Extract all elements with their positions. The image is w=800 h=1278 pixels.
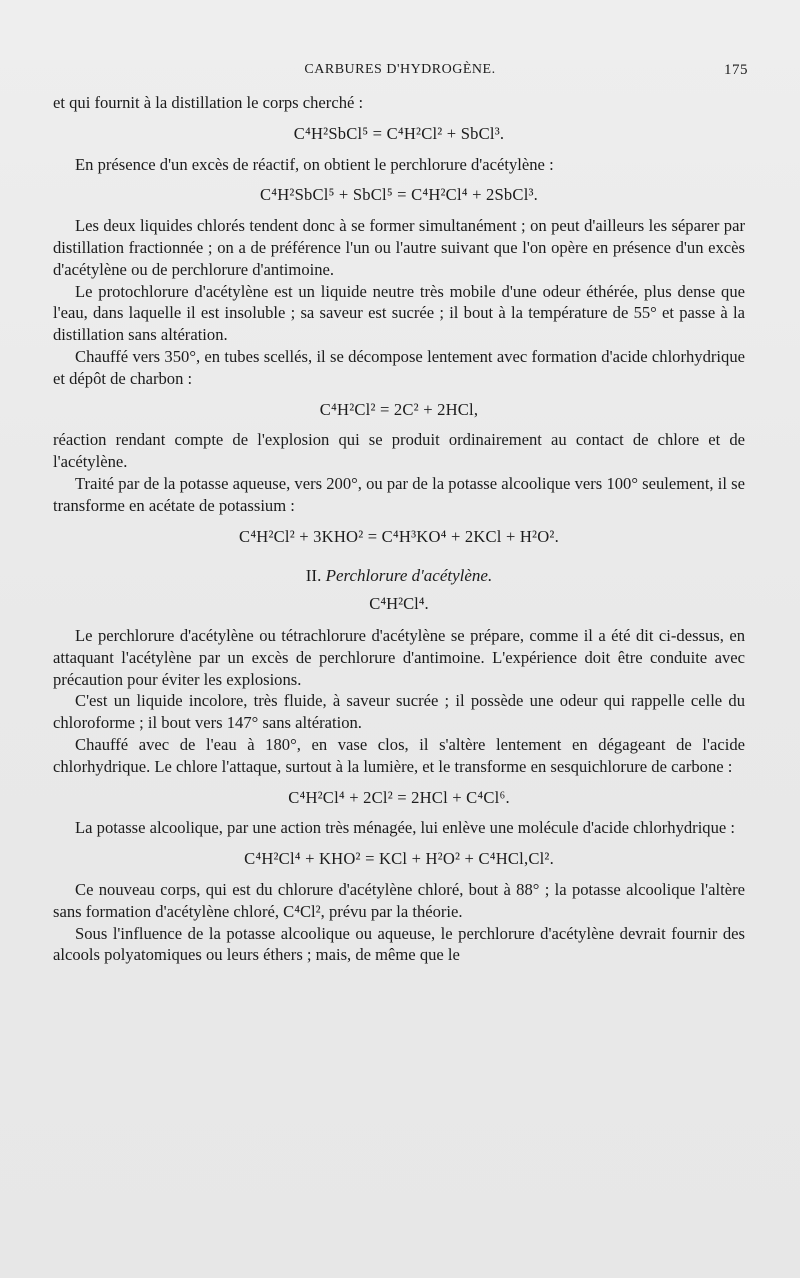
page-number: 175 <box>724 62 748 78</box>
paragraph: Chauffé vers 350°, en tubes scellés, il se décompose lentement avec formation d'acide chlorhydrique et dépôt de charbon : <box>53 346 745 388</box>
paragraph: Sous l'influence de la potasse alcoolique ou aqueuse, le perchlorure d'acétylène devrait fournir des alcools polyatomiques ou leurs éthers ; mais, de même que le <box>53 923 745 965</box>
paragraph: C'est un liquide incolore, très fluide, à saveur sucrée ; il possède une odeur qui rappelle celle du chloroforme ; il bout vers 147° sans altération. <box>53 691 745 733</box>
paragraph: Traité par de la potasse aqueuse, vers 200°, ou par de la potasse alcoolique vers 100° seulement, il se transforme en acétate de potassium : <box>53 473 745 515</box>
paragraph: Chauffé avec de l'eau à 180°, en vase clos, il s'altère lentement en dégageant de l'acide chlorhydrique. Le chlore l'attaque, surtout à la lumière, et le transforme en sesquichlorure de carbone : <box>53 734 745 776</box>
paragraph: En présence d'un excès de réactif, on obtient le perchlorure d'acétylène : <box>75 154 554 174</box>
chemical-equation: C⁴H²Cl² + 3KHO² = C⁴H³KO⁴ + 2KCl + H²O². <box>239 526 559 546</box>
section-number: II. <box>305 566 322 586</box>
chemical-equation: C⁴H²SbCl⁵ + SbCl⁵ = C⁴H²Cl⁴ + 2SbCl³. <box>259 185 539 205</box>
chemical-equation: C⁴H²SbCl⁵ = C⁴H²Cl² + SbCl³. <box>293 123 505 143</box>
paragraph: Le protochlorure d'acétylène est un liquide neutre très mobile d'une odeur éthérée, plus dense que l'eau, dans laquelle il est insoluble ; sa saveur est sucrée ; il bout à la température de 55° et passe à la distillation sans altération. <box>53 281 745 345</box>
paragraph: réaction rendant compte de l'explosion qui se produit ordinairement au contact de chlore et de l'acétylène. <box>53 430 745 472</box>
running-title: CARBURES D'HYDROGÈNE. <box>304 62 496 77</box>
paragraph: et qui fournit à la distillation le corps cherché : <box>53 93 364 112</box>
paragraph: Ce nouveau corps, qui est du chlorure d'acétylène chloré, bout à 88° ; la potasse alcoolique l'altère sans formation d'acétylène chloré, C⁴Cl², prévu par la théorie. <box>53 879 745 921</box>
section-title: Perchlorure d'acétylène. <box>325 566 493 586</box>
page-body <box>53 92 745 966</box>
chemical-equation: C⁴H²Cl⁴ + KHO² = KCl + H²O² + C⁴HCl,Cl². <box>244 849 554 869</box>
section-formula: C⁴H²Cl⁴. <box>369 594 429 614</box>
chemical-equation: C⁴H²Cl² = 2C² + 2HCl, <box>319 399 479 419</box>
running-header <box>0 62 800 82</box>
paragraph: La potasse alcoolique, par une action très ménagée, lui enlève une molécule d'acide chlorhydrique : <box>75 818 736 838</box>
paragraph: Les deux liquides chlorés tendent donc à se former simultanément ; on peut d'ailleurs les séparer par distillation fractionnée ; on a de préférence l'un ou l'autre suivant que l'on opère en présence d'un excès d'acétylène ou de perchlorure d'antimoine. <box>53 216 745 279</box>
chemical-equation: C⁴H²Cl⁴ + 2Cl² = 2HCl + C⁴Cl⁶. <box>288 787 510 807</box>
paragraph: Le perchlorure d'acétylène ou tétrachlorure d'acétylène se prépare, comme il a été dit ci-dessus, en attaquant l'acétylène par un excès de perchlorure d'antimoine. L'expérience doit être conduite avec précaution pour éviter les explosions. <box>53 625 745 689</box>
section-heading <box>53 565 745 587</box>
